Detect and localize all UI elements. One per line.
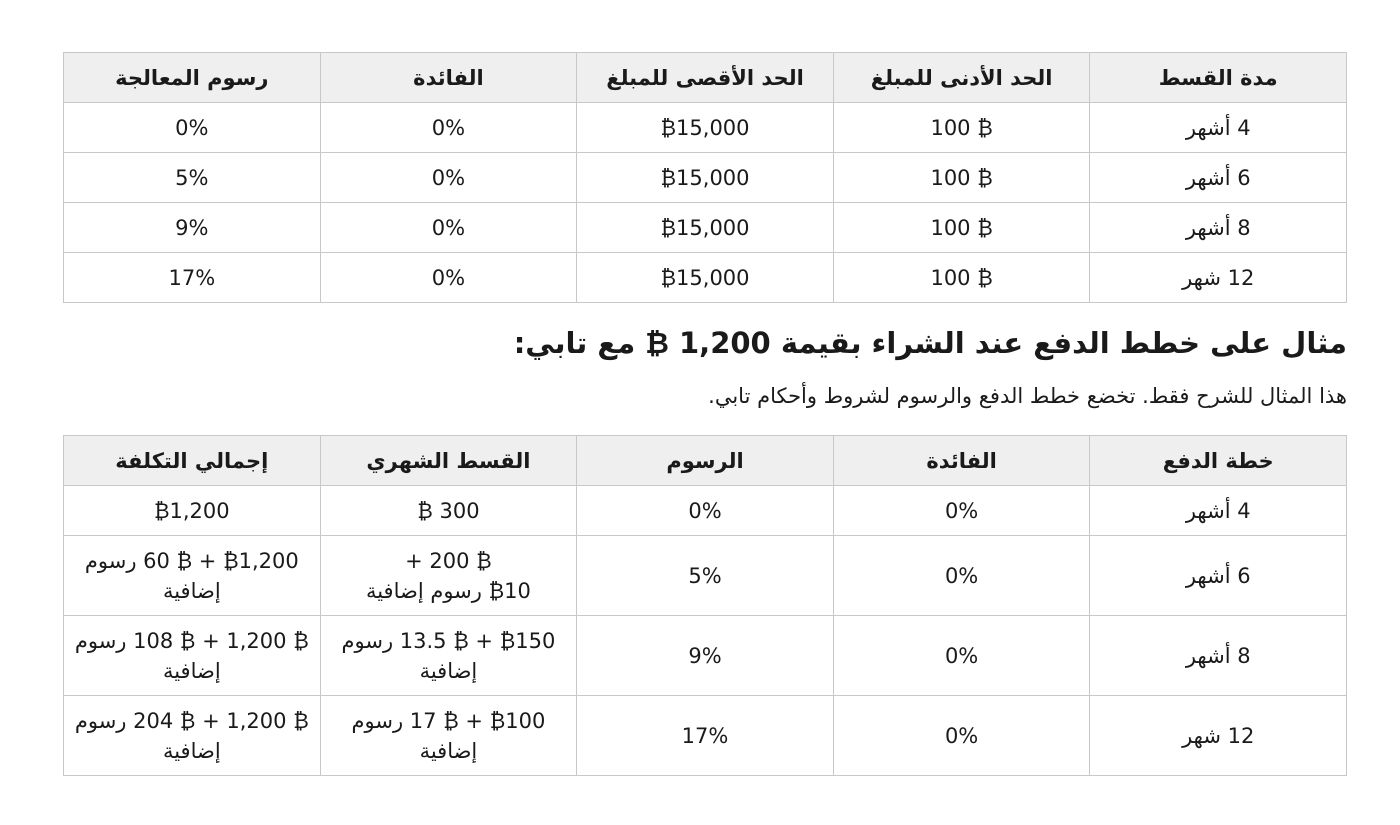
cell-processing-fee: [64, 153, 321, 203]
cell-text: 17%: [168, 265, 216, 290]
cell-text: 6 أشهر: [1185, 563, 1251, 588]
cell-total-cost: [64, 696, 321, 776]
cell-processing-fee: [64, 253, 321, 303]
cell-min-amount: [833, 103, 1090, 153]
table-row: [64, 616, 1347, 696]
cell-text: ₿15,000: [660, 215, 750, 240]
cell-text: 12 شهر: [1182, 723, 1255, 748]
cell-text: ₿150 + ₿ 13.5 رسوم إضافية: [341, 628, 556, 683]
table-header-row: [64, 53, 1347, 103]
cell-max-amount: [577, 253, 834, 303]
header-fees: الرسوم: [577, 436, 834, 486]
header-interest: الفائدة: [833, 436, 1090, 486]
cell-monthly-installment: [320, 536, 577, 616]
cell-text: 0%: [688, 498, 722, 523]
table-row: [64, 103, 1347, 153]
cell-text: 0%: [944, 563, 979, 588]
cell-duration: [1090, 153, 1347, 203]
cell-fees: [577, 696, 834, 776]
cell-text: 12 شهر: [1182, 265, 1255, 290]
header-payment-plan: خطة الدفع: [1090, 436, 1347, 486]
cell-text: 0%: [431, 165, 466, 190]
cell-total-cost: [64, 616, 321, 696]
cell-text: ₿15,000: [660, 265, 750, 290]
cell-fees: [577, 616, 834, 696]
cell-max-amount: [577, 103, 834, 153]
cell-text: 9%: [175, 215, 209, 240]
cell-text: 5%: [688, 563, 722, 588]
cell-monthly-installment: [320, 486, 577, 536]
cell-text: 8 أشهر: [1185, 215, 1251, 240]
cell-text: ₿100 + ₿ 17 رسوم إضافية: [351, 708, 546, 763]
header-interest: الفائدة: [320, 53, 577, 103]
cell-min-amount: [833, 203, 1090, 253]
header-minimum-amount: الحد الأدنى للمبلغ: [833, 53, 1090, 103]
cell-text: 100 ₿: [930, 215, 993, 240]
cell-text: 4 أشهر: [1185, 115, 1251, 140]
cell-interest: [320, 103, 577, 153]
cell-interest: [833, 486, 1090, 536]
header-maximum-amount: الحد الأقصى للمبلغ: [577, 53, 834, 103]
header-monthly-installment: القسط الشهري: [320, 436, 577, 486]
cell-text: 0%: [431, 215, 466, 240]
cell-plan: [1090, 696, 1347, 776]
cell-interest: [833, 696, 1090, 776]
cell-text: 8 أشهر: [1185, 643, 1251, 668]
cell-fees: [577, 536, 834, 616]
cell-text: 5%: [175, 165, 209, 190]
cell-text: 9%: [688, 643, 722, 668]
cell-text: ₿ 200 + ₿10 رسوم إضافية: [365, 548, 531, 603]
cell-processing-fee: [64, 203, 321, 253]
cell-text: ₿15,000: [660, 165, 750, 190]
cell-duration: [1090, 203, 1347, 253]
cell-duration: [1090, 103, 1347, 153]
cell-text: 0%: [431, 265, 466, 290]
cell-max-amount: [577, 153, 834, 203]
cell-plan: [1090, 486, 1347, 536]
table-row: [64, 486, 1347, 536]
cell-text: 4 أشهر: [1185, 498, 1251, 523]
cell-text: 17%: [681, 723, 729, 748]
cell-plan: [1090, 616, 1347, 696]
example-title: مثال على خطط الدفع عند الشراء بقيمة 1,200 ₿ مع تابي:: [513, 326, 1347, 360]
cell-duration: [1090, 253, 1347, 303]
table-row: [64, 253, 1347, 303]
cell-text: 0%: [175, 115, 209, 140]
cell-plan: [1090, 536, 1347, 616]
cell-text: ₿1,200 + ₿ 60 رسوم إضافية: [84, 548, 299, 603]
table-row: [64, 536, 1347, 616]
cell-processing-fee: [64, 103, 321, 153]
cell-text: 0%: [431, 115, 466, 140]
cell-text: ₿ 1,200 + ₿ 108 رسوم إضافية: [74, 628, 309, 683]
disclaimer-text: هذا المثال للشرح فقط. تخضع خطط الدفع والرسوم لشروط وأحكام تابي.: [708, 384, 1347, 408]
cell-max-amount: [577, 203, 834, 253]
cell-interest: [320, 153, 577, 203]
cell-total-cost: [64, 536, 321, 616]
table-header-row: [64, 436, 1347, 486]
cell-interest: [833, 616, 1090, 696]
header-total-cost: إجمالي التكلفة: [64, 436, 321, 486]
cell-text: ₿ 1,200 + ₿ 204 رسوم إضافية: [74, 708, 309, 763]
cell-interest: [833, 536, 1090, 616]
cell-min-amount: [833, 253, 1090, 303]
cell-text: 0%: [944, 723, 979, 748]
cell-interest: [320, 203, 577, 253]
cell-text: ₿ 300: [417, 498, 480, 523]
cell-interest: [320, 253, 577, 303]
installment-limits-table: [63, 52, 1347, 303]
cell-min-amount: [833, 153, 1090, 203]
cell-fees: [577, 486, 834, 536]
cell-text: ₿1,200: [153, 498, 230, 523]
header-processing-fees: رسوم المعالجة: [64, 53, 321, 103]
table-row: [64, 203, 1347, 253]
cell-text: 0%: [944, 643, 979, 668]
cell-monthly-installment: [320, 696, 577, 776]
cell-text: 0%: [944, 498, 979, 523]
cell-text: 100 ₿: [930, 165, 993, 190]
cell-text: 6 أشهر: [1185, 165, 1251, 190]
cell-total-cost: [64, 486, 321, 536]
payment-plan-example-table: [63, 435, 1347, 776]
cell-text: 100 ₿: [930, 115, 993, 140]
table-row: [64, 153, 1347, 203]
cell-monthly-installment: [320, 616, 577, 696]
header-installment-duration: مدة القسط: [1090, 53, 1347, 103]
cell-text: 100 ₿: [930, 265, 993, 290]
cell-text: ₿15,000: [660, 115, 750, 140]
table-row: [64, 696, 1347, 776]
